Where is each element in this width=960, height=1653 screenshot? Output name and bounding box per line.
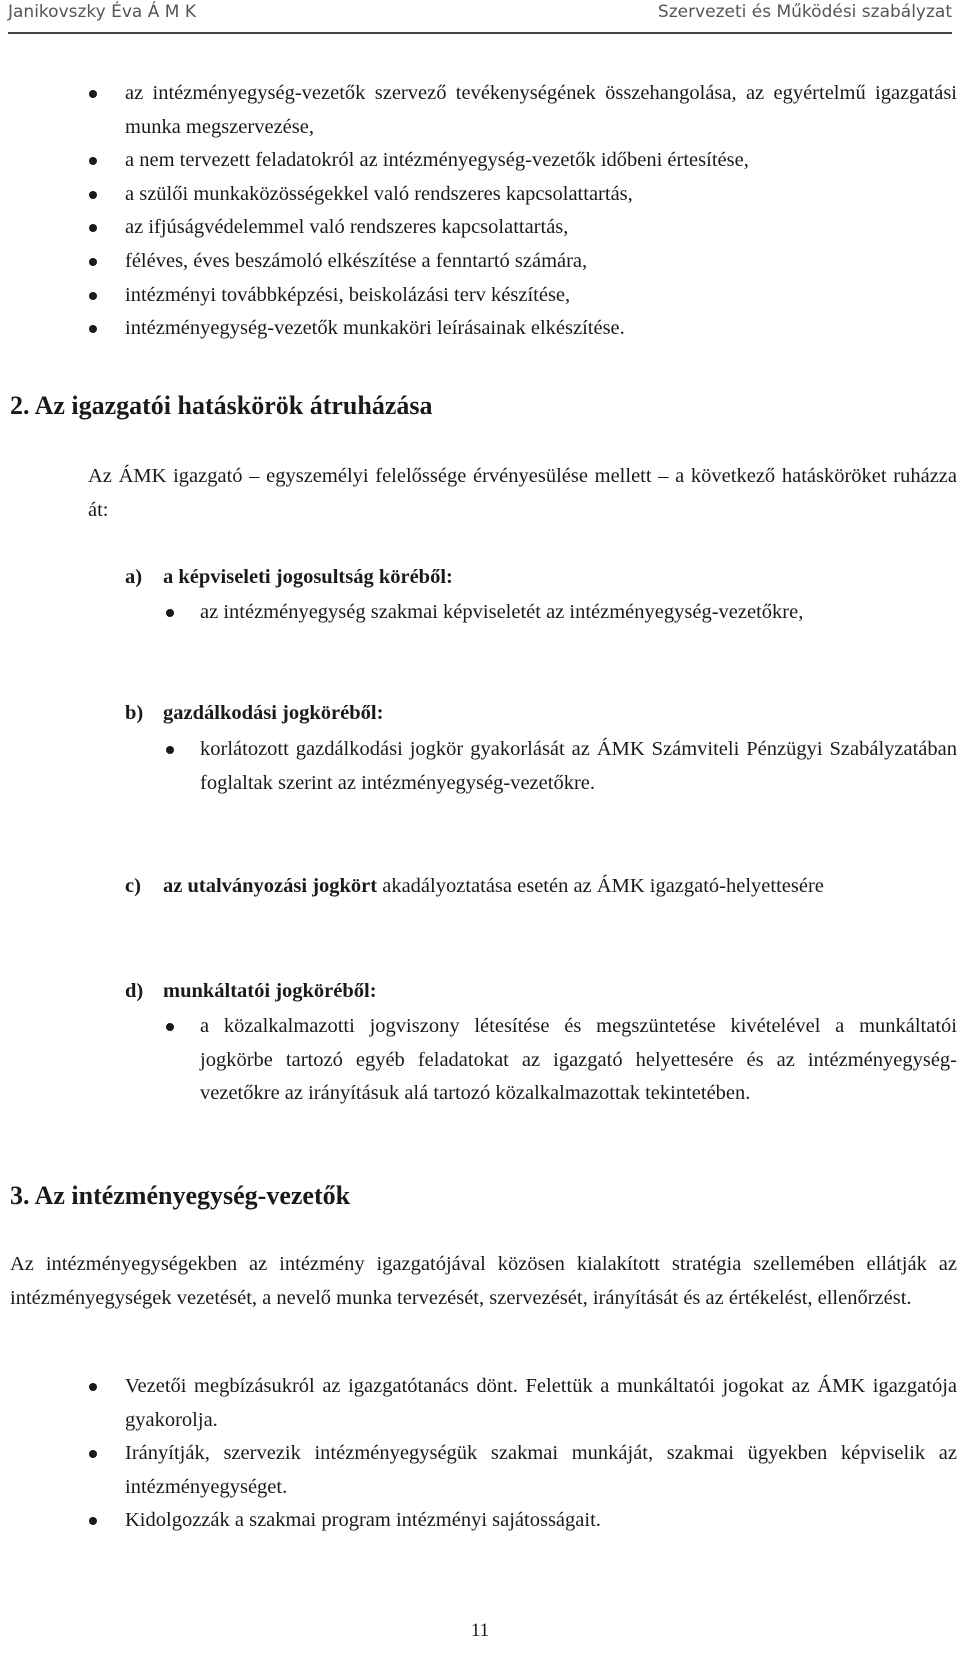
list-item: Kidolgozzák a szakmai program intézményi sajátosságait. [125, 1504, 957, 1538]
item-c-text: c) az utalványozási jogkört akadályoztatása esetén az ÁMK igazgató-helyettesére [125, 875, 824, 897]
bullet-icon [166, 1023, 174, 1031]
bullet-icon [89, 325, 97, 333]
item-d-label: d) munkáltatói jogköréből: [125, 980, 377, 1002]
list-item: korlátozott gazdálkodási jogkör gyakorlását az ÁMK Számviteli Pénzügyi Szabályzatában foglaltak szerint az intézményegység-vezetőkre. [200, 733, 957, 800]
page-header [0, 0, 960, 36]
bullet-icon [89, 157, 97, 165]
item-a-label: a) a képviseleti jogosultság köréből: [125, 566, 453, 588]
header-divider [8, 32, 952, 34]
page-number: 11 [470, 1620, 490, 1641]
header-institution-name: Janikovszky Éva Á M K [8, 2, 196, 22]
duties-bullet-list [125, 77, 957, 346]
bullet-icon [89, 1450, 97, 1458]
bullet-icon [89, 191, 97, 199]
list-item: intézményi továbbképzési, beiskolázási terv készítése, [125, 279, 957, 313]
section-2-intro: Az ÁMK igazgató – egyszemélyi felelőssége érvényesülése mellett – a következő hatásköröket ruházza át: [88, 465, 957, 521]
list-item: féléves, éves beszámoló elkészítése a fenntartó számára, [125, 245, 957, 279]
bullet-icon [89, 1383, 97, 1391]
bullet-icon [89, 292, 97, 300]
bullet-icon [166, 746, 174, 754]
section-3-heading: 3. Az intézményegység-vezetők [10, 1181, 351, 1210]
bullet-icon [89, 258, 97, 266]
bullet-icon [89, 1517, 97, 1525]
list-item: Irányítják, szervezik intézményegységük szakmai munkáját, szakmai ügyekben képviselik az intézményegységet. [125, 1437, 957, 1504]
section-2-heading: 2. Az igazgatói hatáskörök átruházása [10, 391, 433, 420]
bullet-icon [89, 90, 97, 98]
section-3-intro: Az intézményegységekben az intézmény igazgatójával közösen kialakított stratégia szellemében ellátják az intézményegységek vezetését, a nevelő munka tervezését, szervezését, irányítását és az értékelést, ellenőrzést. [10, 1253, 957, 1309]
list-item: a szülői munkaközösségekkel való rendszeres kapcsolattartás, [125, 178, 957, 212]
item-b-bullets [200, 733, 957, 800]
list-item: a közalkalmazotti jogviszony létesítése és megszüntetése kivételével a munkáltatói jogkörbe tartozó egyéb feladatokat az igazgató helyettesére és az intézményegység-vezetőkre az irányításuk alá tartozó közalkalmazottak tekintetében. [200, 1010, 957, 1111]
list-item: az intézményegység szakmai képviseletét az intézményegység-vezetőkre, [200, 596, 957, 630]
bullet-icon [166, 609, 174, 617]
list-item: a nem tervezett feladatokról az intézményegység-vezetők időbeni értesítése, [125, 144, 957, 178]
item-d-bullets [200, 1010, 957, 1111]
list-item: az ifjúságvédelemmel való rendszeres kapcsolattartás, [125, 211, 957, 245]
item-b-label: b) gazdálkodási jogköréből: [125, 702, 384, 724]
header-document-title: Szervezeti és Működési szabályzat [657, 2, 952, 22]
list-item: az intézményegység-vezetők szervező tevékenységének összehangolása, az egyértelmű igazgatási munka megszervezése, [125, 77, 957, 144]
list-item: intézményegység-vezetők munkaköri leírásainak elkészítése. [125, 312, 957, 346]
bullet-icon [89, 224, 97, 232]
item-a-bullets [200, 596, 957, 630]
section-3-bullet-list [125, 1370, 957, 1538]
list-item: Vezetői megbízásukról az igazgatótanács dönt. Felettük a munkáltatói jogokat az ÁMK igazgatója gyakorolja. [125, 1370, 957, 1437]
